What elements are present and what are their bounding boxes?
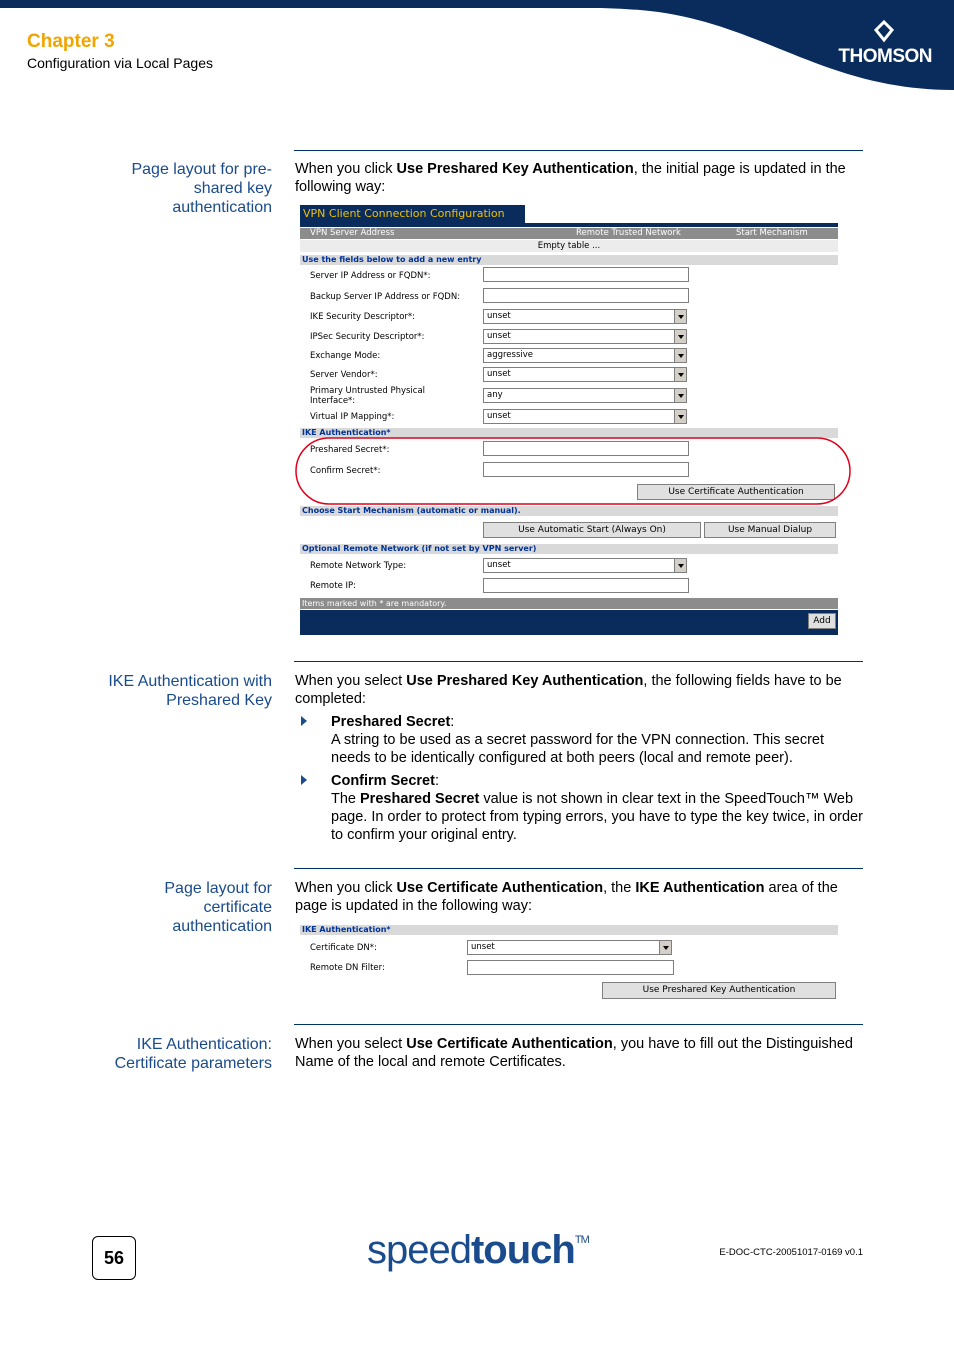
highlight-ellipse [294, 436, 854, 508]
chapter-subtitle: Configuration via Local Pages [27, 55, 214, 71]
remote-type-select[interactable]: unset [483, 558, 687, 573]
automatic-start-button[interactable]: Use Automatic Start (Always On) [483, 522, 701, 538]
bullet-triangle-icon [301, 775, 307, 785]
chevron-down-icon [674, 310, 686, 323]
section-ike-auth: IKE Authentication* [300, 925, 838, 935]
interface-select[interactable]: any [483, 388, 687, 403]
section-ike-auth: IKE Authentication* [300, 428, 838, 438]
chevron-down-icon [659, 941, 671, 954]
backup-server-input[interactable] [483, 288, 689, 303]
ike-descriptor-select[interactable]: unset [483, 309, 687, 324]
remote-type-label: Remote Network Type: [310, 561, 407, 571]
remote-dn-input[interactable] [467, 960, 674, 975]
screenshot-footer-bar [300, 610, 838, 635]
server-ip-label: Server IP Address or FQDN*: [310, 271, 431, 281]
remote-ip-input[interactable] [483, 578, 689, 593]
virtual-ip-select[interactable]: unset [483, 409, 687, 424]
side-title-ike-preshared: IKE Authentication with Preshared Key [108, 673, 272, 709]
section-rule [294, 868, 863, 869]
empty-table-note: Empty table ... [300, 240, 838, 252]
ike-descriptor-label: IKE Security Descriptor*: [310, 312, 416, 322]
section-new-entry: Use the fields below to add a new entry [300, 255, 838, 265]
chevron-down-icon [674, 389, 686, 402]
section-rule [294, 1024, 863, 1025]
section-remote-network: Optional Remote Network (if not set by VPN server) [300, 544, 838, 554]
page-number: 56 [92, 1236, 136, 1280]
add-button[interactable]: Add [808, 613, 836, 629]
server-vendor-label: Server Vendor*: [310, 370, 378, 380]
manual-dialup-button[interactable]: Use Manual Dialup [704, 522, 836, 538]
section-rule [294, 661, 863, 662]
section2-text: When you select Use Preshared Key Authentication, the following fields have to be completed: Preshared Secret: A string to be used as a secret password for the VPN connection. This secret needs to be identically configured at both peers (local and remote peer). Confirm Secret: The Preshared Secret value is not shown in clear text in the SpeedTouch™ Web page. In order to protect from typing errors, you have to type the key twice, in order to confirm your original entry. [295, 673, 863, 843]
server-ip-input[interactable] [483, 267, 689, 282]
col-vpn-server: VPN Server Address [310, 228, 395, 238]
use-certificate-button[interactable]: Use Certificate Authentication [637, 484, 835, 500]
chevron-down-icon [674, 330, 686, 343]
table-header-row [300, 228, 838, 239]
interface-label: Primary Untrusted Physical Interface*: [310, 386, 426, 406]
chevron-down-icon [674, 410, 686, 423]
col-start-mechanism: Start Mechanism [736, 228, 808, 238]
remote-dn-label: Remote DN Filter: [310, 963, 385, 973]
chevron-down-icon [674, 349, 686, 362]
use-preshared-button[interactable]: Use Preshared Key Authentication [602, 982, 836, 999]
bullet-confirm-secret: Confirm Secret: The Preshared Secret value is not shown in clear text in the SpeedTouch™ Web page. In order to protect from typing errors, you have to type the key twice, in order to confirm your original entry. [295, 772, 863, 844]
remote-ip-label: Remote IP: [310, 581, 356, 591]
side-title-preshared-layout: Page layout for pre- shared key authentication [131, 161, 272, 216]
screenshot-title: VPN Client Connection Configuration [300, 205, 525, 223]
header-banner [0, 0, 954, 92]
section3-text: When you click Use Certificate Authentication, the IKE Authentication area of the page is updated in the following way: [295, 880, 838, 914]
chevron-down-icon [674, 368, 686, 381]
confirm-secret-label: Confirm Secret*: [310, 466, 381, 476]
ipsec-descriptor-select[interactable]: unset [483, 329, 687, 344]
ipsec-descriptor-label: IPSec Security Descriptor*: [310, 332, 425, 342]
col-remote-network: Remote Trusted Network [576, 228, 681, 238]
section-rule [294, 150, 863, 151]
certificate-dn-select[interactable]: unset [467, 940, 672, 955]
mandatory-note: Items marked with * are mandatory. [300, 598, 838, 609]
section1-text: When you click Use Preshared Key Authentication, the initial page is updated in the following way: [295, 161, 846, 195]
thomson-logo: THOMSON [838, 46, 932, 67]
bullet-triangle-icon [301, 716, 307, 726]
section4-text: When you select Use Certificate Authentication, you have to fill out the Distinguished Name of the local and remote Certificates. [295, 1036, 853, 1070]
chevron-down-icon [674, 559, 686, 572]
exchange-mode-label: Exchange Mode: [310, 351, 381, 361]
server-vendor-select[interactable]: unset [483, 367, 687, 382]
side-title-certificate-layout: Page layout for certificate authentication [164, 880, 272, 935]
preshared-secret-label: Preshared Secret*: [310, 445, 390, 455]
virtual-ip-label: Virtual IP Mapping*: [310, 412, 395, 422]
document-reference: E-DOC-CTC-20051017-0169 v0.1 [719, 1247, 863, 1258]
section-start-mechanism: Choose Start Mechanism (automatic or manual). [300, 506, 838, 516]
exchange-mode-select[interactable]: aggressive [483, 348, 687, 363]
speedtouch-logo: speedtouch™ [367, 1228, 589, 1272]
chapter-label: Chapter 3 [27, 31, 115, 52]
bullet-preshared-secret: Preshared Secret: A string to be used as a secret password for the VPN connection. This secret needs to be identically configured at both peers (local and remote peer). [295, 713, 863, 767]
certificate-auth-screenshot [300, 925, 840, 1001]
certificate-dn-label: Certificate DN*: [310, 943, 377, 953]
vpn-config-screenshot [300, 205, 840, 637]
backup-server-label: Backup Server IP Address or FQDN: [310, 292, 461, 302]
side-title-certificate-params: IKE Authentication: Certificate parameters [114, 1036, 272, 1072]
